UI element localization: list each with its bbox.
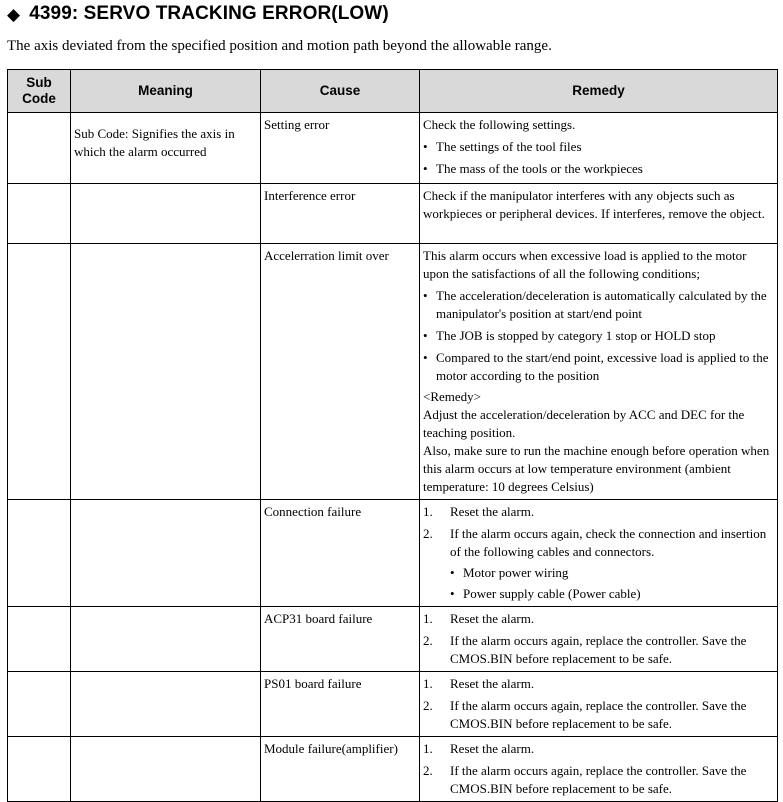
remedy-bullet: • Motor power wiring <box>450 565 569 580</box>
remedy-cell <box>420 672 778 737</box>
table-header-row <box>8 70 778 113</box>
table-row <box>8 113 778 184</box>
remedy-step: 1. Reset the alarm. <box>423 611 535 626</box>
header-meaning: Meaning <box>71 70 261 113</box>
header-cause: Cause <box>261 70 420 113</box>
table-row <box>8 500 778 607</box>
remedy-step: 1. Reset the alarm. <box>423 676 535 691</box>
cause-cell: Module failure(amplifier) <box>261 737 420 802</box>
remedy-bullet: • Power supply cable (Power cable) <box>450 586 641 601</box>
remedy-text: Adjust the acceleration/deceleration by ACC and DEC for the teaching position. <box>423 407 745 440</box>
bullet-icon: • <box>423 161 428 176</box>
step-number: 1. <box>423 611 433 626</box>
meaning-cell <box>71 244 261 500</box>
step-number: 1. <box>423 504 433 519</box>
cause-cell: Setting error <box>261 113 420 184</box>
step-number: 1. <box>423 741 433 756</box>
remedy-step: 2. If the alarm occurs again, replace the controller. Save the CMOS.BIN before replacement to be safe. <box>423 763 747 796</box>
remedy-bullet: • The JOB is stopped by category 1 stop or HOLD stop <box>423 328 716 343</box>
remedy-step: 2. If the alarm occurs again, replace the controller. Save the CMOS.BIN before replacement to be safe. <box>423 633 747 666</box>
cause-cell: Interference error <box>261 184 420 244</box>
remedy-step: 2. If the alarm occurs again, replace the controller. Save the CMOS.BIN before replacement to be safe. <box>423 698 747 731</box>
remedy-bullet: • The mass of the tools or the workpieces <box>423 161 643 176</box>
sub-bullet-list <box>450 564 774 603</box>
table-row <box>8 607 778 672</box>
remedy-step: 1. Reset the alarm. <box>423 741 535 756</box>
remedy-text: Also, make sure to run the machine enough before operation when this alarm occurs at low temperature environment (ambient temperature: 10 degrees Celsius) <box>423 443 770 494</box>
sub-code-cell <box>8 737 71 802</box>
step-number: 1. <box>423 676 433 691</box>
meaning-cell <box>71 737 261 802</box>
remedy-cell <box>420 500 778 607</box>
sub-code-cell <box>8 607 71 672</box>
remedy-bullet: • The acceleration/deceleration is automatically calculated by the manipulator's position at start/end point <box>423 288 767 321</box>
sub-code-cell <box>8 672 71 737</box>
remedy-cell <box>420 737 778 802</box>
table-row <box>8 737 778 802</box>
step-number: 2. <box>423 526 433 541</box>
remedy-cell <box>420 244 778 500</box>
remedy-bullet: • Compared to the start/end point, excessive load is applied to the motor according to the position <box>423 350 769 383</box>
header-remedy: Remedy <box>420 70 778 113</box>
bullet-icon: • <box>423 328 428 343</box>
remedy-cell <box>420 113 778 184</box>
remedy-intro: This alarm occurs when excessive load is applied to the motor upon the satisfactions of all the following conditions; <box>423 248 747 281</box>
bullet-icon: • <box>423 288 428 303</box>
step-number: 2. <box>423 763 433 778</box>
diamond-bullet-icon: ◆ <box>7 4 21 24</box>
remedy-step: 2. If the alarm occurs again, check the connection and insertion of the following cables and connectors. • Motor power wiring • Power supply cable (Power cable) <box>423 525 774 603</box>
remedy-intro: Check the following settings. <box>423 117 576 132</box>
meaning-cell <box>71 672 261 737</box>
cause-cell: ACP31 board failure <box>261 607 420 672</box>
bullet-icon: • <box>450 565 455 580</box>
remedy-step: 1. Reset the alarm. <box>423 504 535 519</box>
table-row <box>8 184 778 244</box>
remedy-label: <Remedy> <box>423 389 481 404</box>
sub-code-cell <box>8 244 71 500</box>
meaning-cell <box>71 607 261 672</box>
step-number: 2. <box>423 698 433 713</box>
bullet-icon: • <box>423 350 428 365</box>
alarm-title: 4399: SERVO TRACKING ERROR(LOW) <box>29 3 389 24</box>
bullet-icon: • <box>423 139 428 154</box>
table-row <box>8 672 778 737</box>
table-row <box>8 244 778 500</box>
sub-code-cell <box>8 184 71 244</box>
alarm-heading <box>7 3 389 25</box>
meaning-cell <box>71 500 261 607</box>
remedy-bullet: • The settings of the tool files <box>423 139 582 154</box>
bullet-icon: • <box>450 586 455 601</box>
cause-cell: Connection failure <box>261 500 420 607</box>
step-number: 2. <box>423 633 433 648</box>
cause-cell: PS01 board failure <box>261 672 420 737</box>
alarm-description: The axis deviated from the specified position and motion path beyond the allowable range. <box>7 38 552 54</box>
remedy-cell <box>420 607 778 672</box>
sub-code-cell <box>8 500 71 607</box>
header-sub-code: Sub Code <box>8 70 71 113</box>
alarm-table <box>7 69 778 802</box>
remedy-cell: Check if the manipulator interferes with any objects such as workpieces or peripheral devices. If interferes, remove the object. <box>420 184 778 244</box>
meaning-cell <box>71 184 261 244</box>
sub-code-cell <box>8 113 71 184</box>
meaning-cell: Sub Code: Signifies the axis in which the alarm occurred <box>71 113 261 184</box>
cause-cell: Accelerration limit over <box>261 244 420 500</box>
